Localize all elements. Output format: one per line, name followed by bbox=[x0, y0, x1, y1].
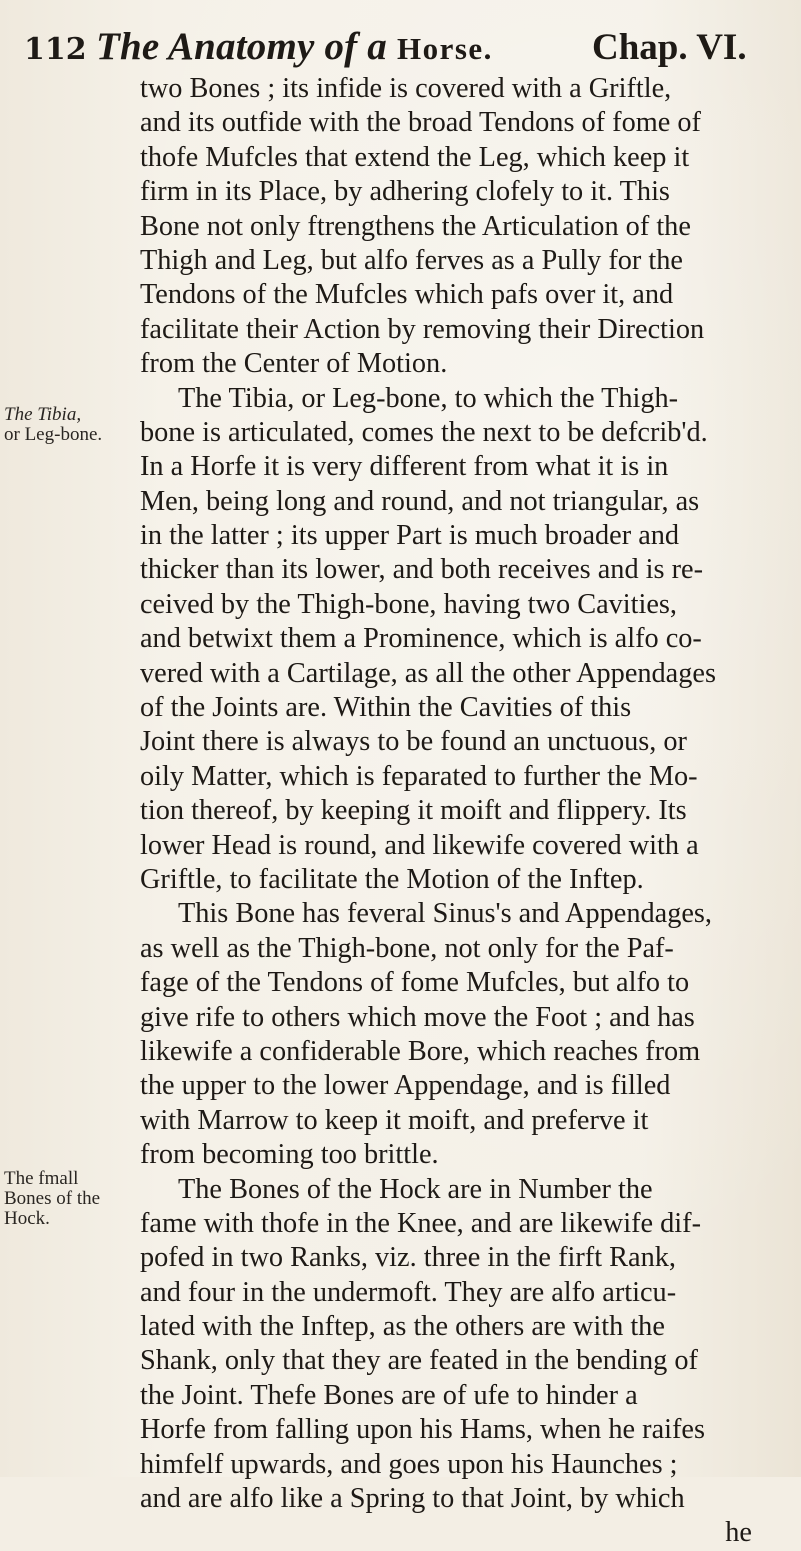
margin-note-line: Bones of the bbox=[4, 1188, 101, 1209]
margin-note-hock bbox=[4, 1169, 100, 1229]
text-line: and four in the undermoft. They are alfo articu- bbox=[140, 1276, 677, 1308]
text-line: Men, being long and round, and not triangular, as bbox=[140, 485, 700, 517]
text-line: of the Joints are. Within the Cavities of this bbox=[140, 692, 632, 724]
text-line: Joint there is always to be found an unctuous, or bbox=[140, 726, 687, 758]
text-line: two Bones ; its infide is covered with a Griftle, bbox=[140, 73, 672, 104]
text-line: lower Head is round, and likewife covered with a bbox=[140, 829, 699, 861]
text-line: bone is articulated, comes the next to be defcrib'd. bbox=[140, 416, 708, 448]
text-line: and betwixt them a Prominence, which is alfo co- bbox=[140, 623, 702, 655]
margin-note-line: or Leg-bone. bbox=[4, 424, 103, 445]
text-line: vered with a Cartilage, as all the other Appendages bbox=[140, 657, 716, 689]
text-line: from the Center of Motion. bbox=[140, 348, 448, 380]
page-number: 112 bbox=[24, 32, 87, 67]
text-line: fame with thofe in the Knee, and are likewife dif- bbox=[140, 1207, 701, 1239]
margin-note-tibia bbox=[4, 405, 102, 445]
text-line: and are alfo like a Spring to that Joint, by which bbox=[140, 1483, 685, 1515]
running-title bbox=[96, 24, 493, 69]
text-line: the Joint. Thefe Bones are of ufe to hinder a bbox=[140, 1379, 638, 1411]
text-line: Horfe from falling upon his Hams, when he raifes bbox=[140, 1414, 705, 1446]
chapter-label: Chap. VI. bbox=[592, 27, 747, 68]
text-line: This Bone has feveral Sinus's and Appendages, bbox=[178, 898, 712, 930]
text-line: pofed in two Ranks, viz. three in the firft Rank, bbox=[140, 1242, 676, 1274]
text-line: thicker than its lower, and both receives and is re- bbox=[140, 554, 704, 586]
margin-note-line: Hock. bbox=[4, 1208, 50, 1229]
margin-note-line: The fmall bbox=[4, 1168, 79, 1189]
text-line: Griftle, to facilitate the Motion of the Inftep. bbox=[140, 863, 644, 895]
text-line: Bone not only ftrengthens the Articulation of the bbox=[140, 210, 691, 242]
text-line: himfelf upwards, and goes upon his Haunches ; bbox=[140, 1448, 678, 1480]
running-header bbox=[24, 18, 794, 78]
text-line: give rife to others which move the Foot ; and has bbox=[140, 1001, 695, 1033]
text-line: The Tibia, or Leg-bone, to which the Thigh- bbox=[178, 382, 679, 414]
text-line: facilitate their Action by removing their Direction bbox=[140, 313, 705, 345]
text-line: lated with the Inftep, as the others are with the bbox=[140, 1311, 665, 1343]
text-line: In a Horfe it is very different from what it is in bbox=[140, 451, 669, 483]
text-line: the upper to the lower Appendage, and is filled bbox=[140, 1070, 671, 1102]
margin-note-line: The Tibia, bbox=[4, 404, 82, 425]
text-line: as well as the Thigh-bone, not only for the Paf- bbox=[140, 932, 674, 964]
body-text bbox=[140, 72, 770, 1551]
text-line: likewife a confiderable Bore, which reaches from bbox=[140, 1035, 701, 1067]
text-line: fage of the Tendons of fome Mufcles, but alfo to bbox=[140, 967, 690, 999]
text-line: in the latter ; its upper Part is much broader and bbox=[140, 520, 680, 552]
running-title-horse: Horse. bbox=[396, 31, 493, 66]
text-line: Tendons of the Mufcles which pafs over it, and bbox=[140, 279, 674, 311]
text-line: tion thereof, by keeping it moift and flippery. Its bbox=[140, 795, 687, 827]
text-line: from becoming too brittle. bbox=[140, 1139, 439, 1171]
text-line: thofe Mufcles that extend the Leg, which keep it bbox=[140, 141, 690, 173]
text-line: firm in its Place, by adhering clofely to it. This bbox=[140, 176, 670, 208]
text-line: ceived by the Thigh-bone, having two Cavities, bbox=[140, 588, 678, 620]
catchword: he bbox=[725, 1517, 752, 1549]
text-line: The Bones of the Hock are in Number the bbox=[178, 1173, 653, 1205]
running-title-italic: The Anatomy of a bbox=[96, 25, 387, 68]
text-line: Shank, only that they are feated in the bending of bbox=[140, 1345, 698, 1377]
text-line: with Marrow to keep it moift, and preferve it bbox=[140, 1104, 649, 1136]
text-line: oily Matter, which is feparated to further the Mo- bbox=[140, 760, 698, 792]
text-line: and its outfide with the broad Tendons of fome of bbox=[140, 107, 701, 139]
text-line: Thigh and Leg, but alfo ferves as a Pully for the bbox=[140, 244, 683, 276]
